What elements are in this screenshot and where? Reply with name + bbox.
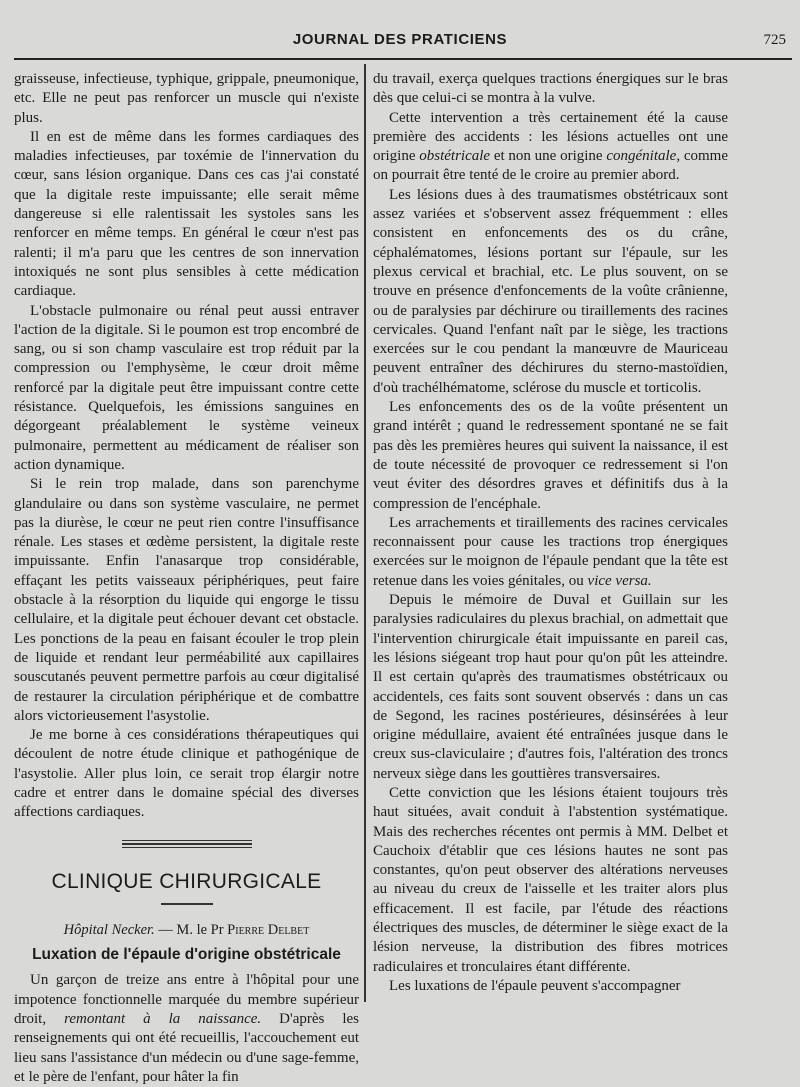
- paragraph: graisseuse, infectieuse, typhique, grippale, pneumonique, etc. Elle ne peut pas renforcer un muscle qui n'existe plus.: [14, 71, 359, 126]
- byline-prefix: — M. le Pr: [154, 921, 228, 938]
- paragraph: Les luxations de l'épaule peuvent s'accompagner: [389, 977, 681, 994]
- header-rule: [14, 58, 792, 60]
- author-name: Pierre Delbet: [227, 921, 310, 938]
- paragraph: Depuis le mémoire de Duval et Guillain sur les paralysies radiculaires du plexus brachial, on admettait que l'intervention chirurgicale était impuissante en pareil cas, les lésions siégeant trop haut pour qu'on pût les atteindre. Il est certain qu'après des traumatismes obstétricaux ou accidentels, ces faits sont souvent observés : dans un cas de Segond, les racines postérieures, désinsérées à leur origine médullaire, avaient été entraînées jusque dans le creux sus-claviculaire ; d'autres fois, l'altération des troncs nerveux siège dans les gouttières transversaires.: [373, 592, 728, 782]
- paragraph: Je me borne à ces considérations thérapeutiques qui découlent de notre étude clinique et pathogénique de l'asystolie. Aller plus loin, ce serait trop élargir notre cadre et entrer dans le domaine spécial des diverses affections cardiaques.: [14, 727, 359, 821]
- title-underline: [161, 903, 213, 905]
- paragraph: Il en est de même dans les formes cardiaques des maladies infectieuses, par toxémie de l'innervation du cœur, sans lésion organique. Dans ces cas j'ai constaté que la digitale reste impuissante; elle serait même dangereuse si elle ralentissait les systoles sans les renforcer en même temps. En général le cœur n'est pas ralenti; il m'a paru que les centres de son innervation intoxiqués ne sont plus sensibles à cette médication cardiaque.: [14, 128, 359, 300]
- running-header: [0, 27, 800, 55]
- paragraph: Un garçon de treize ans entre à l'hôpital pour une impotence fonctionnelle marquée du membre supérieur droit, remontant à la naissance. D'après les renseignements qui ont été recueillis, l'accouchement eut lieu sans l'assistance d'un médecin ou d'une sage-femme, et le père de l'enfant, pour hâter la fin: [14, 972, 359, 1085]
- byline: [14, 921, 359, 940]
- section-separator: [122, 840, 252, 849]
- paragraph: Si le rein trop malade, dans son parenchyme glandulaire ou dans son système vasculaire, ne permet pas la diurèse, le cœur ne peut rien contre l'insuffisance rénale. Les stases et œdème persistent, la digitale reste impuissante. Enfin l'anasarque trop considérable, effaçant les petits vaisseaux périphériques, peut faire obstacle à la résorption du liquide qui engorge le tissu cellulaire, et la digitale peut échouer devant cet obstacle. Les ponctions de la peau en faisant écouler le trop plein de liquide et rendant leur perméabilité aux capillaires souscutanés peuvent permettre parfois au cœur digitalisé de restaurer la circulation périphérique et de combattre alors victorieusement l'asystolie.: [14, 476, 359, 724]
- hospital-name: Hôpital Necker.: [63, 921, 155, 938]
- paragraph: L'obstacle pulmonaire ou rénal peut aussi entraver l'action de la digitale. Si le poumon est trop encombré de sang, ou si son champ vasculaire est trop réduit par la compression ou l'emphysème, le cœur droit même renforcé par la digitale peut être impuissant contre cette résistance. Quelquefois, les émissions sanguines en dégorgeant préalablement le système veineux pulmonaire, permettent au médicament de réaliser son action dynamique.: [14, 302, 359, 473]
- article-title: Luxation de l'épaule d'origine obstétricale: [32, 946, 341, 964]
- journal-title: JOURNAL DES PRATICIENS: [292, 31, 508, 48]
- paragraph: Les enfoncements des os de la voûte présentent un grand intérêt ; quand le redressement spontané ne se fait pas dès les premières heures qui suivent la naissance, il est de toute nécessité de provoquer ce redressement si l'on veut éviter des désordres graves et définitifs dus à la compression de l'encéphale.: [373, 399, 728, 512]
- left-column: [14, 70, 359, 1087]
- page-number: 725: [763, 32, 786, 48]
- column-divider: [364, 64, 366, 1002]
- paragraph: Cette intervention a très certainement été la cause première des accidents : les lésions actuelles ont une origine obstétricale et non une origine congénitale, comme on pourrait être tenté de le croire au premier abord.: [373, 109, 728, 184]
- paragraph: Cette conviction que les lésions étaient toujours très haut situées, avait conduit à l'abstention systématique. Mais des recherches récentes ont permis à MM. Delbet et Cauchoix d'établir que ces lésions hautes ne sont pas constantes, qu'on peut observer des altérations nerveuses au niveau du creux de l'aisselle et les traiter alors plus efficacement. Il est facile, par l'étude des réactions électriques des muscles, de déterminer le siège exact de la lésion nerveuse, la distribution des fibres motrices radiculaires et tronculaires étant différente.: [373, 784, 728, 975]
- section-title: CLINIQUE CHIRURGICALE: [51, 870, 322, 894]
- right-column: [373, 70, 728, 996]
- paragraph: Les lésions dues à des traumatismes obstétricaux sont assez variées et s'observent assez fréquemment : elles consistent en enfoncements des os du crâne, céphalématomes, lésions portant sur l'épaule, sur les plexus cervical et brachial, etc. Le plus souvent, on se trouve en présence d'enfoncements de la voûte crânienne, ou de paralysies par déchirure ou tiraillements des racines cervicales. Quand l'enfant naît par le siège, les tractions exercées sur le cou pendant la manœuvre de Mauriceau peuvent entraîner des déchirures du sterno-mastoïdien, d'où trachélhématome, sclérose du muscle et torticolis.: [373, 186, 728, 396]
- paragraph: du travail, exerça quelques tractions énergiques sur le bras dès que celui-ci se montra à la vulve.: [373, 71, 728, 107]
- paragraph: Les arrachements et tiraillements des racines cervicales reconnaissent pour cause les tractions trop énergiques exercées sur le moignon de l'épaule pendant que la tête est retenue dans les voies génitales, ou vice versa.: [373, 514, 728, 589]
